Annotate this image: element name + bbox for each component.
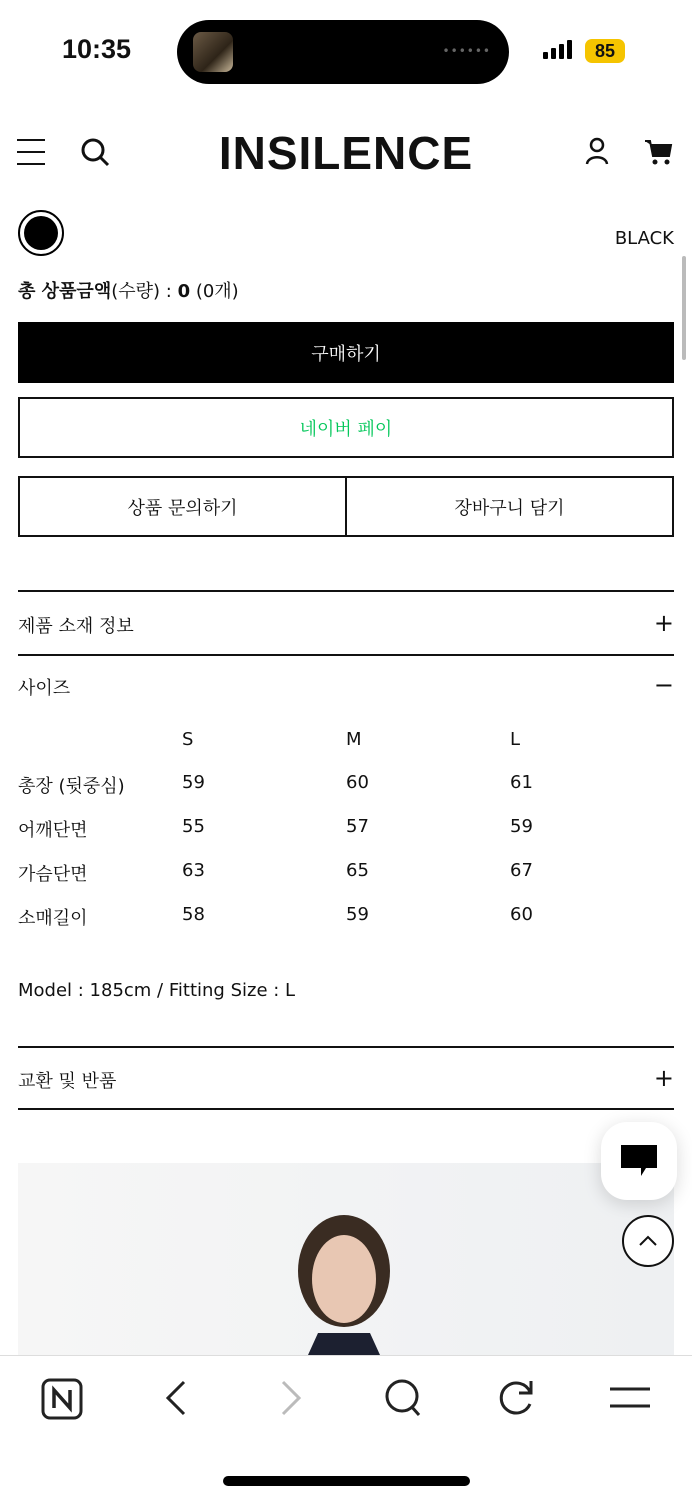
scroll-top-button[interactable] <box>622 1215 674 1267</box>
accordion-title: 사이즈 <box>18 678 71 699</box>
now-playing-thumbnail <box>193 32 233 72</box>
cell: 60 <box>346 772 369 793</box>
scrollbar[interactable] <box>682 256 686 360</box>
cell: 57 <box>346 816 369 837</box>
status-time: 10:35 <box>62 34 132 64</box>
home-indicator <box>223 1476 470 1486</box>
cell: 58 <box>182 904 205 925</box>
plus-icon: + <box>653 609 674 637</box>
row-label: 총장 (뒷중심) <box>18 776 125 797</box>
total-amount: 0 <box>177 281 191 302</box>
cell: 60 <box>510 904 533 925</box>
model-photo <box>288 1213 398 1355</box>
cell: 55 <box>182 816 205 837</box>
back-icon[interactable] <box>163 1380 189 1416</box>
forward-icon[interactable] <box>278 1380 304 1416</box>
chat-icon <box>620 1144 658 1178</box>
brand-logo[interactable]: INSILENCE <box>218 127 474 179</box>
refresh-icon[interactable] <box>497 1378 537 1418</box>
chat-button[interactable] <box>601 1122 677 1200</box>
accordion-exchange-return[interactable] <box>18 1064 674 1093</box>
waveform-icon: •••••• <box>442 44 491 58</box>
row-label: 소매길이 <box>18 908 88 929</box>
qty-label: (수량) : <box>111 281 178 302</box>
total-price <box>18 277 239 303</box>
size-header-l: L <box>510 729 521 750</box>
search-icon[interactable] <box>384 1378 424 1418</box>
dynamic-island <box>177 20 509 84</box>
divider <box>18 590 674 592</box>
signal-icon <box>543 40 572 59</box>
more-menu-icon[interactable] <box>609 1386 651 1410</box>
add-to-cart-button[interactable]: 장바구니 담기 <box>345 476 674 537</box>
accordion-title: 교환 및 반품 <box>18 1071 117 1092</box>
accordion-size[interactable] <box>18 671 674 700</box>
color-swatch-black[interactable] <box>18 210 64 256</box>
total-count: (0개) <box>190 281 239 302</box>
naver-pay-button[interactable]: 네이버 페이 <box>18 397 674 458</box>
cell: 63 <box>182 860 205 881</box>
cell: 65 <box>346 860 369 881</box>
divider <box>18 1108 674 1110</box>
divider <box>18 1046 674 1048</box>
size-header-s: S <box>182 729 194 750</box>
selected-color-label: BLACK <box>614 228 674 249</box>
cell: 59 <box>182 772 205 793</box>
buy-button[interactable]: 구매하기 <box>18 322 674 383</box>
naver-home-icon[interactable] <box>41 1378 83 1420</box>
minus-icon: − <box>653 671 674 699</box>
divider <box>18 654 674 656</box>
model-info: Model : 185cm / Fitting Size : L <box>18 980 296 1001</box>
row-label: 어깨단면 <box>18 820 88 841</box>
plus-icon: + <box>653 1064 674 1092</box>
cell: 59 <box>510 816 533 837</box>
accordion-title: 제품 소재 정보 <box>18 616 134 637</box>
total-label: 총 상품금액 <box>18 281 112 302</box>
row-label: 가슴단면 <box>18 864 88 885</box>
cell: 67 <box>510 860 533 881</box>
size-header-m: M <box>346 729 362 750</box>
product-image <box>18 1163 674 1355</box>
cart-icon[interactable] <box>645 138 673 166</box>
battery-icon: 85 <box>585 39 625 63</box>
cell: 61 <box>510 772 533 793</box>
account-icon[interactable] <box>585 137 609 165</box>
product-inquiry-button[interactable]: 상품 문의하기 <box>18 476 347 537</box>
cell: 59 <box>346 904 369 925</box>
chevron-up-icon <box>638 1235 658 1247</box>
accordion-material-info[interactable] <box>18 609 674 638</box>
